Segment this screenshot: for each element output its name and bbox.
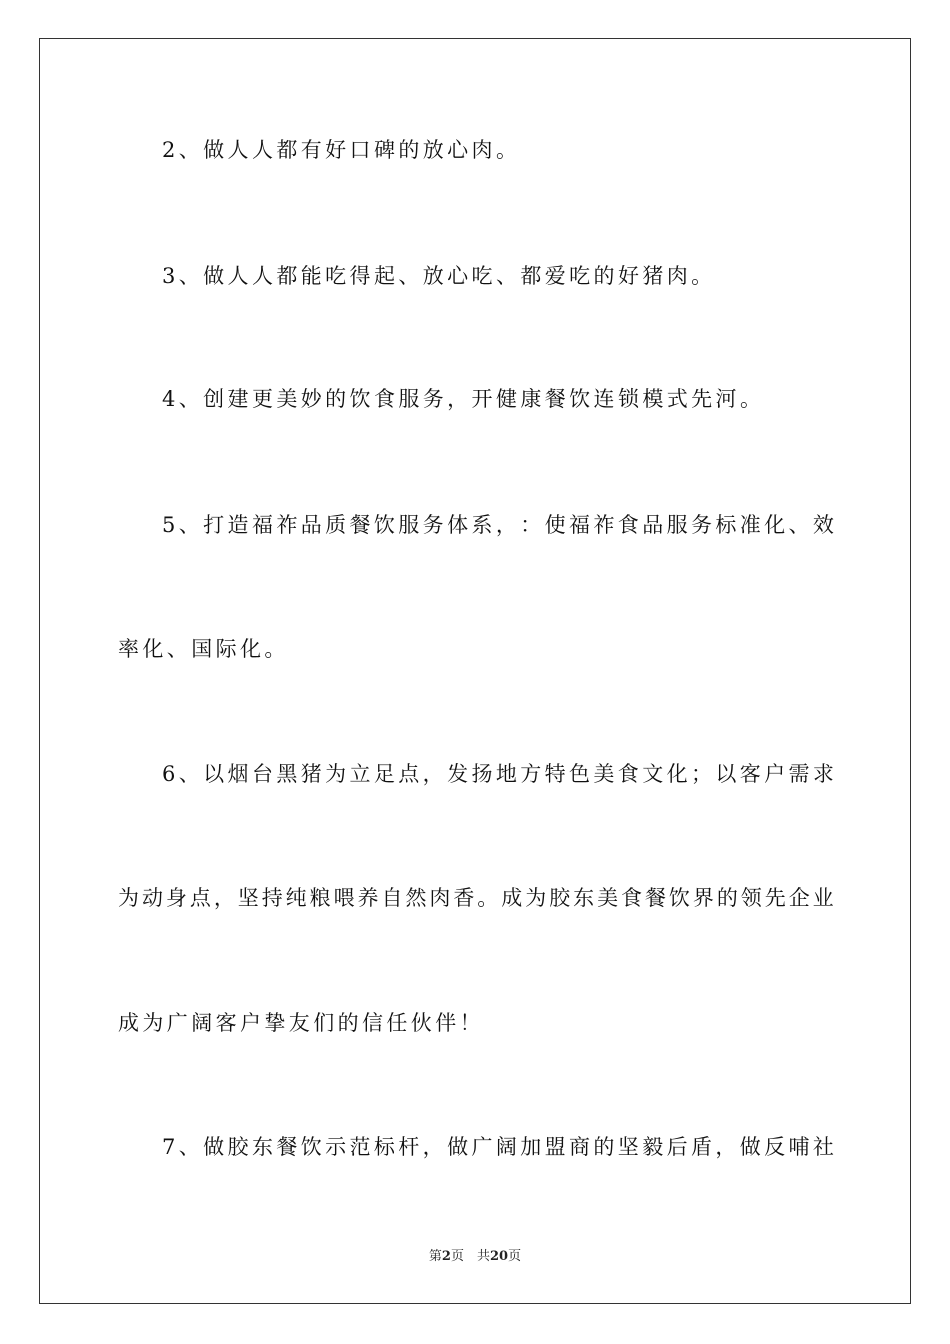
text-line-item-7-part1: 7 、 做 胶 东 餐 饮 示 范 标 杆 ， 做 广 阔 加 盟 商 的 坚 毅 后 盾 ， 做 反 哺 社 bbox=[162, 1135, 834, 1159]
footer-page-number: 2 bbox=[441, 1249, 451, 1264]
text-line-item-6-part3: 成为广阔客户挚友们的信任伙伴！ bbox=[118, 1011, 484, 1035]
text-line-item-6-part2: 为 动 身 点 ， 坚 持 纯 粮 喂 养 自 然 肉 香 。 成 为 胶 东 美 食 餐 饮 界 的 领 先 企 业 bbox=[118, 886, 834, 910]
text-line-item-5-part1: 5 、 打 造 福 祚 品 质 餐 饮 服 务 体 系 ， ： 使 福 祚 食 品 服 务 标 准 化 、 效 bbox=[162, 513, 834, 537]
text-line-item-3: 3、做人人都能吃得起、放心吃、都爱吃的好猪肉。 bbox=[162, 264, 716, 288]
footer-page-mid: 页 共 bbox=[450, 1249, 490, 1264]
page-footer bbox=[0, 1248, 950, 1266]
footer-page-suffix: 页 bbox=[508, 1249, 522, 1264]
page-frame bbox=[39, 38, 911, 1304]
text-line-item-5-part2: 率化、国际化。 bbox=[118, 637, 289, 661]
text-line-item-2: 2、做人人都有好口碑的放心肉。 bbox=[162, 138, 521, 162]
footer-page-total: 20 bbox=[489, 1249, 509, 1264]
text-line-item-4: 4、创建更美妙的饮食服务，开健康餐饮连锁模式先河。 bbox=[162, 387, 765, 411]
footer-page-prefix: 第 bbox=[428, 1249, 442, 1264]
text-line-item-6-part1: 6 、 以 烟 台 黑 猪 为 立 足 点 ， 发 扬 地 方 特 色 美 食 文 化 ； 以 客 户 需 求 bbox=[162, 762, 834, 786]
